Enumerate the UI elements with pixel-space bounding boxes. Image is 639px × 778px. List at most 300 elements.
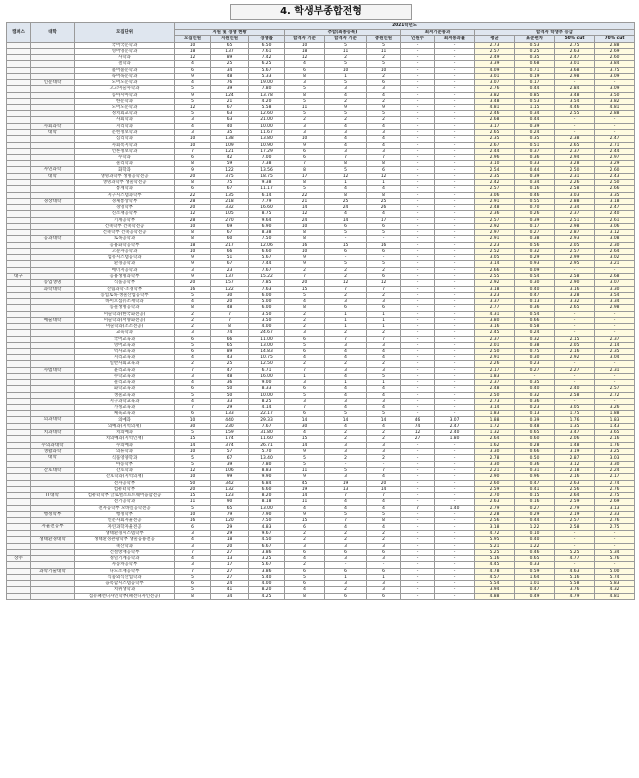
cell-grade-avg: 3.05 [475, 255, 515, 261]
cell-fill-count: 46 [401, 417, 435, 423]
cell-cut50: 2.88 [555, 198, 595, 204]
cell-rank2: 4 [325, 123, 367, 129]
cell-department: 화학교육과 [75, 386, 175, 392]
cell-college: 의과대학 [31, 417, 75, 423]
cell-rank1: 6 [285, 581, 325, 587]
cell-rank3: 2 [367, 330, 401, 336]
cell-cut70: 3.03 [595, 455, 635, 461]
cell-rank1: 11 [285, 105, 325, 111]
cell-applicants: 39 [211, 461, 249, 467]
cell-fill-count: - [401, 273, 435, 279]
cell-fill-rate: - [435, 261, 475, 267]
cell-ratio: 24.67 [249, 330, 285, 336]
cell-applicants: 440 [211, 417, 249, 423]
cell-applicants: 65 [211, 505, 249, 511]
cell-ratio: 5.67 [249, 562, 285, 568]
cell-cut50: 2.87 [555, 455, 595, 461]
cell-fill-count: - [401, 398, 435, 404]
cell-cut70: 3.54 [595, 292, 635, 298]
cell-applicants: 230 [211, 423, 249, 429]
cell-fill-rate: - [435, 117, 475, 123]
cell-rank3: 12 [367, 280, 401, 286]
cell-fill-rate: - [435, 568, 475, 574]
cell-rank2: 5 [325, 80, 367, 86]
cell-department: 토목공학과 [75, 236, 175, 242]
cell-grade-avg: 2.91 [475, 198, 515, 204]
cell-department: 고분자공학과 [75, 248, 175, 254]
cell-applicants: 39 [211, 86, 249, 92]
cell-applicants: 65 [211, 342, 249, 348]
cell-applicants: 29 [211, 530, 249, 536]
cell-fill-count: - [401, 474, 435, 480]
cell-rank2: 2 [325, 537, 367, 543]
cell-grade-std: 0.35 [515, 380, 555, 386]
cell-rank1: 19 [285, 486, 325, 492]
cell-fill-count: - [401, 267, 435, 273]
cell-cut70: - [595, 117, 635, 123]
cell-rank1: 6 [285, 155, 325, 161]
cell-grade-avg: 3.17 [475, 123, 515, 129]
cell-college: 생활과학 [31, 449, 75, 455]
cell-grade-avg: 2.60 [475, 480, 515, 486]
cell-fill-count: - [401, 380, 435, 386]
cell-cut70: 2.60 [595, 167, 635, 173]
cell-fill-count: - [401, 486, 435, 492]
cell-grade-std: 0.54 [515, 311, 555, 317]
cell-quota: 5 [175, 98, 211, 104]
cell-rank2: 5 [325, 511, 367, 517]
cell-applicants: 21 [211, 98, 249, 104]
cell-fill-count: - [401, 367, 435, 373]
cell-rank3: 5 [367, 411, 401, 417]
header-rank3: 충원인원 [367, 36, 401, 43]
cell-ratio: 8.83 [249, 468, 285, 474]
cell-rank1: 30 [285, 423, 325, 429]
cell-rank2: 3 [325, 442, 367, 448]
cell-quota: 6 [175, 186, 211, 192]
cell-rank1: 9 [285, 261, 325, 267]
cell-applicants: 60 [211, 236, 249, 242]
cell-rank2: 2 [325, 430, 367, 436]
cell-fill-rate: - [435, 342, 475, 348]
cell-fill-count: - [401, 480, 435, 486]
cell-quota: 10 [175, 248, 211, 254]
cell-quota: 15 [175, 436, 211, 442]
cell-rank3: 7 [367, 286, 401, 292]
cell-department: 섬유시스템공학과 [75, 255, 175, 261]
cell-grade-avg: 3.30 [475, 449, 515, 455]
cell-rank3: 1 [367, 380, 401, 386]
cell-rank3: 3 [367, 581, 401, 587]
cell-grade-avg: 1.72 [475, 423, 515, 429]
cell-cut70: 2.69 [595, 48, 635, 54]
cell-rank2: 4 [325, 392, 367, 398]
cell-grade-avg: 3.23 [475, 292, 515, 298]
cell-cut70: 3.29 [595, 161, 635, 167]
cell-grade-avg: 5.16 [475, 555, 515, 561]
cell-rank3: 16 [367, 242, 401, 248]
cell-rank3: 4 [367, 136, 401, 142]
cell-fill-rate: - [435, 518, 475, 524]
cell-ratio: 5.33 [249, 73, 285, 79]
cell-rank1: 2 [285, 537, 325, 543]
cell-cut50: 2.57 [555, 248, 595, 254]
cell-department: 의예과 [75, 417, 175, 423]
cell-rank2: 12 [325, 280, 367, 286]
cell-quota: 16 [175, 518, 211, 524]
cell-cut50: 2.58 [555, 186, 595, 192]
cell-fill-rate: - [435, 455, 475, 461]
cell-fill-count: - [401, 499, 435, 505]
cell-rank3: 20 [367, 480, 401, 486]
cell-department: 영어교육과 [75, 342, 175, 348]
cell-rank1: 4 [285, 505, 325, 511]
cell-fill-rate: - [435, 537, 475, 543]
cell-fill-count: - [401, 92, 435, 98]
cell-grade-avg: 2.52 [475, 248, 515, 254]
cell-cut50: 1.75 [555, 411, 595, 417]
cell-ratio: 16.60 [249, 205, 285, 211]
cell-cut50: 2.94 [555, 155, 595, 161]
cell-fill-count: - [401, 411, 435, 417]
cell-cut50: 2.56 [555, 486, 595, 492]
cell-rank2: 13 [325, 486, 367, 492]
cell-rank2: 3 [325, 367, 367, 373]
cell-ratio: 8.25 [249, 398, 285, 404]
cell-department: 간호학과(지역의재) [75, 474, 175, 480]
cell-cut70: 2.47 [595, 205, 635, 211]
cell-rank3: 14 [367, 417, 401, 423]
cell-cut70: 2.44 [595, 148, 635, 154]
cell-ratio: 18.75 [249, 173, 285, 179]
cell-ratio: 6.50 [249, 42, 285, 48]
cell-fill-rate: - [435, 48, 475, 54]
cell-rank1: 3 [285, 80, 325, 86]
cell-rank3: 12 [367, 173, 401, 179]
cell-rank1: 22 [285, 192, 325, 198]
cell-rank2: - [325, 461, 367, 467]
cell-department: 전자공학부 [75, 480, 175, 486]
cell-fill-count: - [401, 543, 435, 549]
cell-cut50: 3.68 [555, 67, 595, 73]
cell-quota: 4 [175, 398, 211, 404]
cell-cut70: 3.12 [595, 230, 635, 236]
cell-rank3: 3 [367, 442, 401, 448]
cell-cut50: - [555, 130, 595, 136]
cell-grade-std: 0.40 [515, 286, 555, 292]
cell-grade-avg: 3.39 [475, 61, 515, 67]
cell-grade-std: 0.29 [515, 511, 555, 517]
cell-cut70: 3.09 [595, 86, 635, 92]
cell-rank1: 6 [285, 549, 325, 555]
cell-applicants: 43 [211, 355, 249, 361]
cell-rank1: 5 [285, 292, 325, 298]
cell-rank3: 3 [367, 130, 401, 136]
cell-cut70: 3.09 [595, 73, 635, 79]
cell-fill-count: - [401, 255, 435, 261]
cell-rank2: 9 [325, 105, 367, 111]
cell-cut70: 3.75 [595, 67, 635, 73]
cell-ratio: 19.00 [249, 80, 285, 86]
cell-grade-avg: 2.73 [475, 42, 515, 48]
cell-applicants: 122 [211, 167, 249, 173]
cell-ratio: 29.33 [249, 417, 285, 423]
cell-cut50: 3.12 [555, 461, 595, 467]
header-avg: 평균 [475, 36, 515, 43]
cell-rank2: 2 [325, 117, 367, 123]
cell-grade-std: 0.32 [515, 336, 555, 342]
cell-rank3: 5 [367, 111, 401, 117]
cell-cut50: 5.16 [555, 574, 595, 580]
cell-department: 윤리교육과 [75, 367, 175, 373]
cell-fill-count: 12 [401, 430, 435, 436]
cell-rank3: 1 [367, 324, 401, 330]
cell-rank2: 14 [325, 217, 367, 223]
cell-grade-std: 1.22 [515, 524, 555, 530]
header-year: 2021학년도 [175, 23, 635, 30]
cell-rank2: 4 [325, 499, 367, 505]
cell-department: 노어노문학과 [75, 80, 175, 86]
cell-fill-rate: - [435, 180, 475, 186]
cell-cut50: 2.90 [555, 280, 595, 286]
cell-cut50: 2.40 [555, 386, 595, 392]
cell-cut70: 3.02 [595, 255, 635, 261]
cell-grade-avg: 2.21 [475, 468, 515, 474]
cell-fill-count: - [401, 392, 435, 398]
cell-grade-std: 0.25 [515, 48, 555, 54]
cell-rank3: 3 [367, 342, 401, 348]
cell-grade-std: 0.24 [515, 330, 555, 336]
cell-cut50: 2.47 [555, 55, 595, 61]
cell-grade-avg: 2.23 [475, 242, 515, 248]
cell-department: 자연과학자율전공 [75, 524, 175, 530]
cell-cut50: 4.63 [555, 568, 595, 574]
cell-grade-avg: 3.16 [475, 324, 515, 330]
cell-department: 철학과 [75, 61, 175, 67]
cell-fill-rate: - [435, 587, 475, 593]
cell-ratio: 7.61 [249, 48, 285, 54]
cell-rank1: 5 [285, 342, 325, 348]
cell-ratio: 11.00 [249, 336, 285, 342]
cell-fill-count: - [401, 455, 435, 461]
cell-grade-std: 0.27 [515, 367, 555, 373]
cell-ratio: 3.86 [249, 568, 285, 574]
cell-applicants: 42 [211, 155, 249, 161]
cell-fill-rate: - [435, 348, 475, 354]
cell-cut70: - [595, 130, 635, 136]
cell-cut50: 3.16 [555, 286, 595, 292]
cell-fill-rate: - [435, 499, 475, 505]
cell-grade-std: 0.48 [515, 423, 555, 429]
cell-rank3: 2 [367, 530, 401, 536]
cell-rank1: 2 [285, 317, 325, 323]
cell-cut50: 2.95 [555, 261, 595, 267]
cell-cut50: 2.37 [555, 211, 595, 217]
cell-department: 컴퓨터학부 [75, 486, 175, 492]
cell-quota: 50 [175, 480, 211, 486]
cell-cut50: 3.32 [555, 299, 595, 305]
cell-ratio: 4.83 [249, 524, 285, 530]
cell-rank1: 9 [285, 511, 325, 517]
cell-fill-count: - [401, 442, 435, 448]
cell-applicants: 67 [211, 186, 249, 192]
cell-rank2: 10 [325, 67, 367, 73]
cell-rank2: 6 [325, 305, 367, 311]
cell-rank2: 4 [325, 505, 367, 511]
cell-college: 치과대학 [31, 430, 75, 436]
cell-rank2: 1 [325, 73, 367, 79]
cell-department: 생물교육과 [75, 392, 175, 398]
cell-ratio: 6.60 [249, 248, 285, 254]
cell-grade-std: 0.13 [515, 411, 555, 417]
cell-cut50: 2.84 [555, 86, 595, 92]
cell-rank3: 5 [367, 511, 401, 517]
cell-rank3: 25 [367, 198, 401, 204]
cell-rank1: 8 [285, 73, 325, 79]
cell-rank2: 2 [325, 455, 367, 461]
cell-grade-std: 0.15 [515, 493, 555, 499]
cell-cut50: 2.05 [555, 242, 595, 248]
cell-fill-rate: - [435, 242, 475, 248]
cell-applicants: 25 [211, 361, 249, 367]
cell-rank1: 5 [285, 111, 325, 117]
cell-grade-avg: 2.45 [475, 330, 515, 336]
cell-grade-std: 0.28 [515, 442, 555, 448]
cell-rank3: 2 [367, 292, 401, 298]
cell-department: 물리교육과 [75, 380, 175, 386]
cell-fill-rate: - [435, 236, 475, 242]
cell-rank2: 3 [325, 581, 367, 587]
cell-fill-count: - [401, 449, 435, 455]
cell-fill-rate: - [435, 449, 475, 455]
cell-ratio: 17.29 [249, 148, 285, 154]
cell-quota: 4 [175, 555, 211, 561]
cell-ratio: 8.38 [249, 230, 285, 236]
cell-ratio: 8.20 [249, 493, 285, 499]
cell-ratio: 5.40 [249, 574, 285, 580]
cell-cut70: 3.07 [595, 280, 635, 286]
cell-fill-count: - [401, 280, 435, 286]
cell-cut70: 3.08 [595, 236, 635, 242]
cell-fill-count: - [401, 518, 435, 524]
cell-department: 가정교육과 [75, 405, 175, 411]
cell-cut70: 3.65 [595, 430, 635, 436]
cell-grade-avg: 2.48 [475, 205, 515, 211]
cell-cut70: - [595, 80, 635, 86]
cell-fill-rate: - [435, 211, 475, 217]
cell-rank3: 11 [367, 48, 401, 54]
cell-rank1: 9 [285, 142, 325, 148]
cell-rank3: 2 [367, 537, 401, 543]
cell-cut70: 3.26 [595, 405, 635, 411]
cell-cut50: 2.57 [555, 518, 595, 524]
cell-cut70: 1.43 [595, 423, 635, 429]
cell-quota: 20 [175, 205, 211, 211]
cell-college: 대학 [31, 130, 75, 136]
cell-applicants: 30 [211, 292, 249, 298]
cell-fill-count: - [401, 587, 435, 593]
cell-rank2: 1 [325, 317, 367, 323]
cell-department: 영어영문학과 [75, 48, 175, 54]
cell-rank2: 5 [325, 468, 367, 474]
cell-department: 동물생명공학과 [75, 305, 175, 311]
cell-quota: 18 [175, 48, 211, 54]
cell-ratio: 9.90 [249, 474, 285, 480]
cell-applicants: 109 [211, 142, 249, 148]
cell-rank3: 10 [367, 67, 401, 73]
cell-rank1: 9 [285, 449, 325, 455]
cell-rank1: 11 [285, 468, 325, 474]
cell-grade-avg: 2.79 [475, 505, 515, 511]
cell-rank2: 8 [325, 161, 367, 167]
cell-cut50: 2.65 [555, 305, 595, 311]
cell-ratio: 4.25 [249, 593, 285, 599]
cell-grade-avg: 2.91 [475, 355, 515, 361]
cell-department: 한문학과 [75, 98, 175, 104]
cell-cut70: - [595, 530, 635, 536]
cell-rank3: 4 [367, 355, 401, 361]
cell-fill-rate: - [435, 267, 475, 273]
cell-cut50: 3.48 [555, 92, 595, 98]
cell-fill-rate: - [435, 86, 475, 92]
cell-cut50: - [555, 317, 595, 323]
cell-grade-avg: 2.59 [475, 486, 515, 492]
cell-quota: 9 [175, 167, 211, 173]
cell-fill-count: - [401, 86, 435, 92]
cell-applicants: 99 [211, 474, 249, 480]
cell-quota: 9 [175, 261, 211, 267]
cell-rank3: 8 [367, 518, 401, 524]
cell-college: 대학 [31, 173, 75, 179]
cell-ratio: 6.84 [249, 480, 285, 486]
cell-cut70: 3.30 [595, 461, 635, 467]
cell-fill-count: - [401, 530, 435, 536]
cell-rank2: 15 [325, 242, 367, 248]
cell-college: 생태환경대학 [31, 537, 75, 543]
cell-rank1: 9 [285, 474, 325, 480]
cell-ratio: 11.60 [249, 436, 285, 442]
cell-cut70: 3.21 [595, 261, 635, 267]
cell-quota: 2 [175, 324, 211, 330]
cell-rank3: 2 [367, 98, 401, 104]
cell-department: 지리교육과 [75, 355, 175, 361]
cell-fill-rate: - [435, 173, 475, 179]
cell-applicants: 51 [211, 255, 249, 261]
cell-cut50: 3.28 [555, 292, 595, 298]
cell-quota: 10 [175, 136, 211, 142]
cell-applicants: 17 [211, 562, 249, 568]
cell-grade-std: 0.51 [515, 142, 555, 148]
cell-applicants: 67 [211, 455, 249, 461]
cell-quota: 10 [175, 42, 211, 48]
cell-grade-std: 1.64 [515, 574, 555, 580]
cell-fill-rate: - [435, 98, 475, 104]
cell-grade-std: 0.26 [515, 211, 555, 217]
cell-rank1: 3 [285, 123, 325, 129]
cell-rank3: 8 [367, 161, 401, 167]
cell-applicants: 79 [211, 511, 249, 517]
cell-rank1: 8 [285, 593, 325, 599]
cell-rank1: 5 [285, 392, 325, 398]
cell-cut50: 2.31 [555, 173, 595, 179]
cell-department: 신소재공학부 [75, 211, 175, 217]
cell-applicants: 48 [211, 305, 249, 311]
cell-rank2: 24 [325, 205, 367, 211]
cell-fill-rate: - [435, 581, 475, 587]
cell-quota: 10 [175, 223, 211, 229]
cell-rank2: 5 [325, 411, 367, 417]
cell-grade-std: 0.23 [515, 405, 555, 411]
